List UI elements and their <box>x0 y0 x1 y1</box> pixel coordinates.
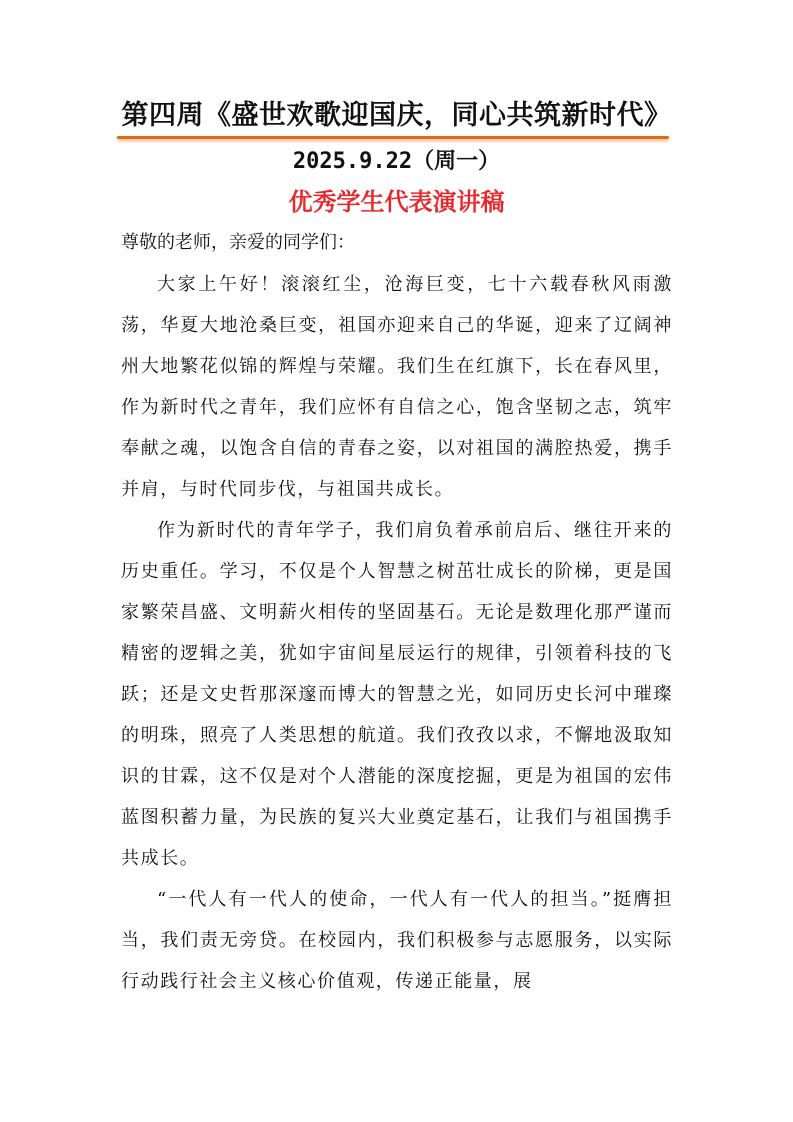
title-underline <box>117 136 669 139</box>
paragraph-1: 大家上午好！滚滚红尘，沧海巨变，七十六载春秋风雨激荡，华夏大地沧桑巨变，祖国亦迎来自己的华诞，迎来了辽阔神州大地繁花似锦的辉煌与荣耀。我们生在红旗下，长在春风里，作为新时代之青年，我们应怀有自信之心，饱含坚韧之志，筑牢奉献之魂，以饱含自信的青春之姿，以对祖国的满腔热爱，携手并肩，与时代同步伐，与祖国共成长。 <box>121 274 673 500</box>
salutation: 尊敬的老师，亲爱的同学们： <box>121 232 355 253</box>
document-subtitle: 优秀学生代表演讲稿 <box>288 188 505 216</box>
body-text <box>121 264 673 1002</box>
title-wrap <box>0 96 793 136</box>
paragraph-2: 作为新时代的青年学子，我们肩负着承前启后、继往开来的历史重任。学习，不仅是个人智慧之树茁壮成长的阶梯，更是国家繁荣昌盛、文明薪火相传的坚固基石。无论是数理化那严谨而精密的逻辑之美，犹如宇宙间星辰运行的规律，引领着科技的飞跃；还是文史哲那深邃而博大的智慧之光，如同历史长河中璀璨的明珠，照亮了人类思想的航道。我们孜孜以求，不懈地汲取知识的甘霖，这不仅是对个人潜能的深度挖掘，更是为祖国的宏伟蓝图积蓄力量，为民族的复兴大业奠定基石，让我们与祖国携手共成长。 <box>121 520 673 869</box>
paragraph-3: “一代人有一代人的使命，一代人有一代人的担当。”挺膺担当，我们责无旁贷。在校园内，我们积极参与志愿服务，以实际行动践行社会主义核心价值观，传递正能量，展 <box>121 889 673 992</box>
document-date: 2025.9.22（周一） <box>292 149 501 174</box>
document-title: 第四周《盛世欢歌迎国庆，同心共筑新时代》 <box>121 100 672 131</box>
